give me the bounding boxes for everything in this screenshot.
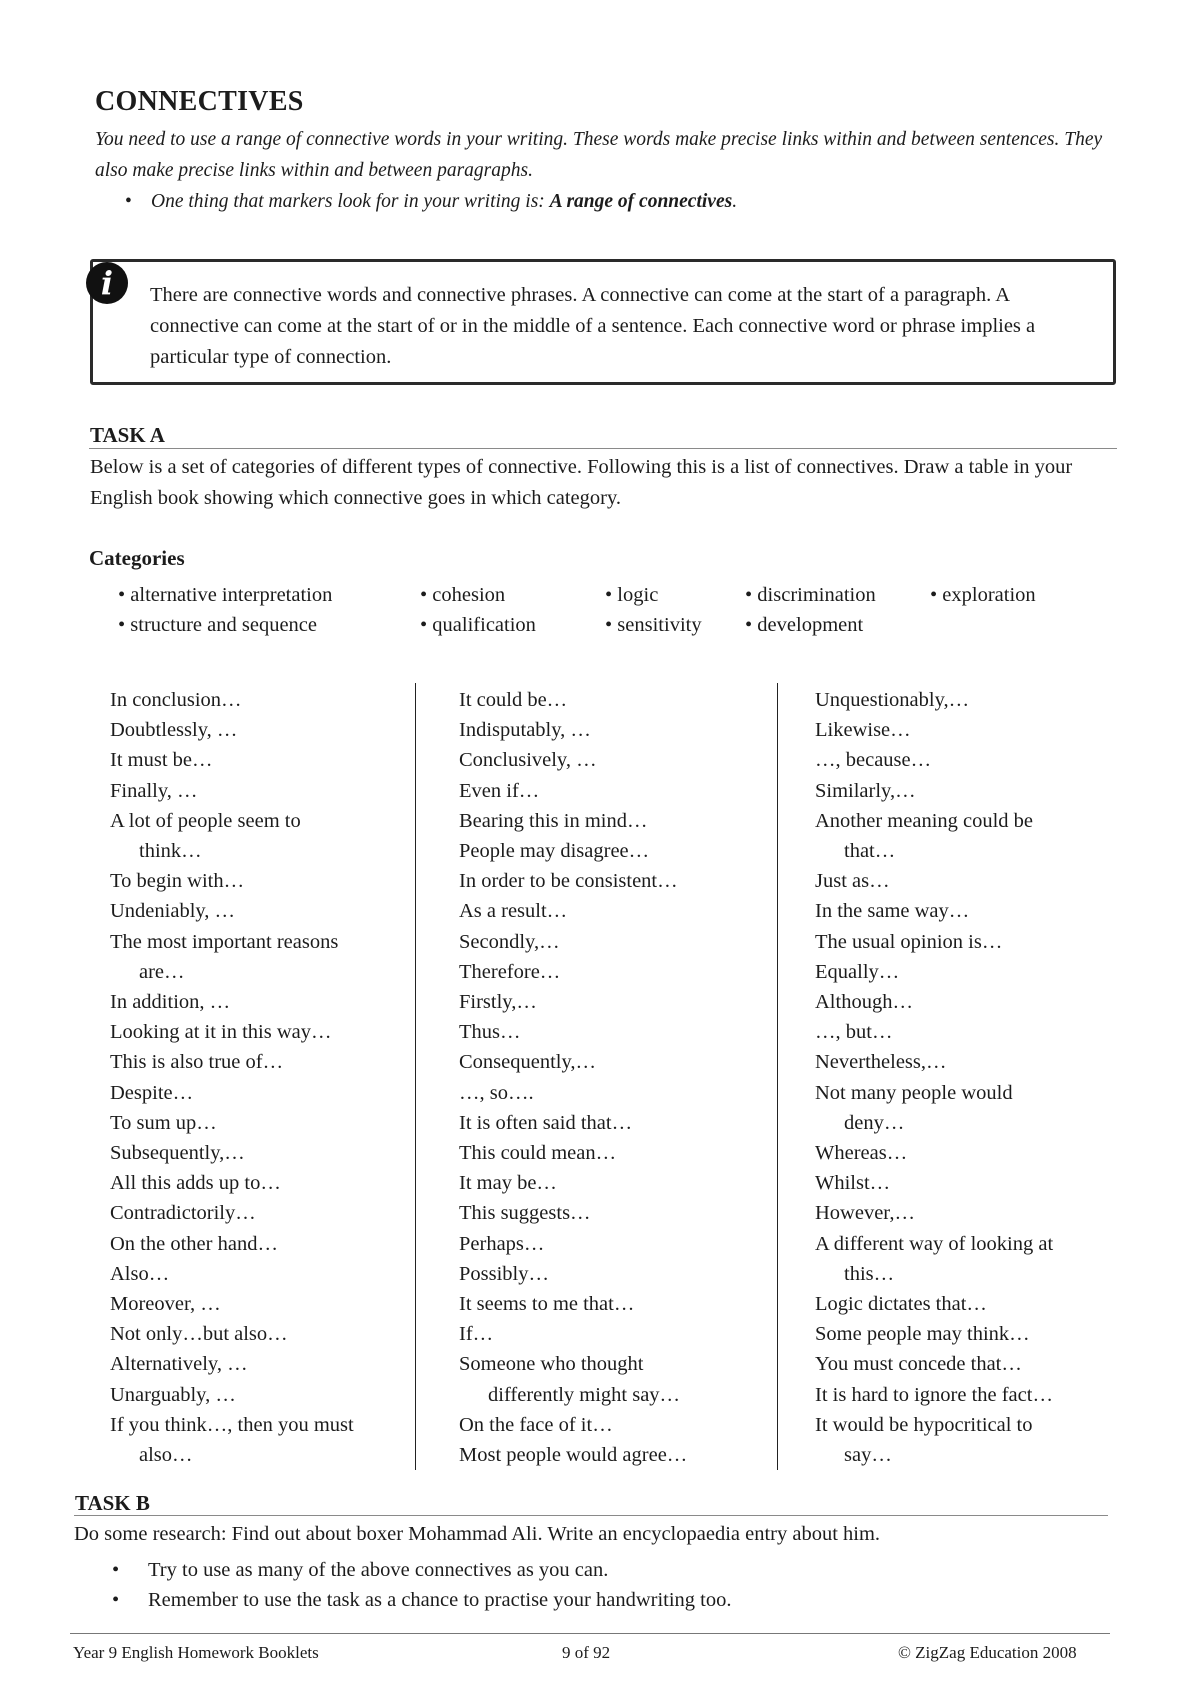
task-b-item-text: Try to use as many of the above connectives as you can. [148,1559,609,1581]
connective-item: that… [844,840,896,863]
connective-item: This could mean… [459,1142,617,1165]
connective-item: Just as… [815,870,890,893]
column-divider [415,683,416,1470]
connective-item: It may be… [459,1172,557,1195]
task-a-text: Below is a set of categories of different types of connective. Following this is a list of connectives. Draw a table in your English book showing which connective goes in which category. [90,456,1073,509]
connective-item: On the face of it… [459,1413,613,1436]
task-a-heading: TASK A [90,423,165,447]
connective-item: In the same way… [815,900,970,923]
connective-item: Possibly… [459,1262,549,1285]
category-item: • sensitivity [605,614,702,636]
connective-item: Firstly,… [459,991,537,1014]
connective-item: Bearing this in mind… [459,809,648,832]
connective-item: think… [139,840,202,863]
connectives-column-1 [110,685,354,1470]
footer-rule [70,1633,1110,1634]
task-b-text: Do some research: Find out about boxer Mohammad Ali. Write an encyclopaedia entry about him. [74,1523,881,1545]
connective-item: Doubtlessly, … [110,719,238,742]
connective-item: A lot of people seem to [110,809,301,832]
column-divider [777,683,778,1470]
connective-item: Even if… [459,779,540,802]
footer-copyright: © ZigZag Education 2008 [898,1643,1077,1662]
connective-item: Undeniably, … [110,900,236,923]
connective-item: Unarguably, … [110,1383,236,1406]
connective-item: To sum up… [110,1111,217,1134]
category-item: • alternative interpretation [118,584,333,606]
connective-item: Perhaps… [459,1232,545,1255]
connective-item: All this adds up to… [110,1172,281,1195]
connective-item: are… [139,960,185,983]
connective-item: Some people may think… [815,1323,1030,1346]
marker-prefix: One thing that markers look for in your writing is: [151,191,550,212]
connective-item: It seems to me that… [459,1293,635,1316]
category-item: • structure and sequence [118,614,317,636]
category-item: • exploration [930,584,1036,606]
connective-item: The most important reasons [110,930,339,953]
connective-item: Most people would agree… [459,1444,688,1467]
connective-item: However,… [815,1202,915,1225]
page-title: CONNECTIVES [95,86,304,117]
connective-item: Also… [110,1262,170,1285]
task-b-item-text: Remember to use the task as a chance to practise your handwriting too. [148,1589,732,1611]
connective-item: Consequently,… [459,1051,597,1074]
connective-item: It could be… [459,689,568,711]
bullet-icon: • [125,191,132,212]
connective-item: It must be… [110,749,213,772]
connective-item: this… [844,1262,895,1285]
connective-item: Secondly,… [459,930,560,953]
marker-emphasis: A range of connectives [549,191,733,212]
connective-item: A different way of looking at [815,1232,1054,1255]
connective-item: Whereas… [815,1142,908,1165]
connective-item: If you think…, then you must [110,1413,354,1436]
connective-item: This suggests… [459,1202,591,1225]
connective-item: differently might say… [488,1383,681,1406]
connective-item: also… [139,1444,193,1467]
connective-item: Alternatively, … [110,1353,248,1376]
bullet-icon: • [112,1589,120,1611]
connective-item: Not many people would [815,1081,1013,1104]
footer-left: Year 9 English Homework Booklets [73,1643,319,1662]
connective-item: Indisputably, … [459,719,591,742]
connective-item: Moreover, … [110,1293,221,1316]
category-item: • development [745,614,864,636]
connective-item: In order to be consistent… [459,870,678,893]
connective-item: It would be hypocritical to [815,1413,1033,1436]
category-item: • logic [605,584,659,606]
connective-item: The usual opinion is… [815,930,1003,953]
connective-item: As a result… [459,900,568,923]
category-item: • discrimination [745,584,876,606]
connective-item: Finally, … [110,779,198,802]
bullet-icon: • [112,1559,120,1581]
connective-item: Another meaning could be [815,809,1034,832]
connective-item: Subsequently,… [110,1142,245,1165]
task-b-rule [74,1515,1108,1516]
connective-item: deny… [844,1111,905,1134]
connective-item: Similarly,… [815,779,916,802]
connective-item: It is hard to ignore the fact… [815,1383,1053,1406]
connective-item: It is often said that… [459,1111,633,1134]
connective-item: say… [844,1444,892,1467]
connective-item: Looking at it in this way… [110,1021,332,1044]
connective-item: If… [459,1323,494,1346]
connective-item: Although… [815,991,913,1014]
connective-item: This is also true of… [110,1051,284,1074]
connective-item: …, but… [815,1021,893,1044]
connective-item: Whilst… [815,1172,891,1195]
connective-item: …, so…. [459,1081,534,1104]
connective-item: Logic dictates that… [815,1293,987,1316]
connective-item: In addition, … [110,991,231,1014]
page-number: 9 of 92 [562,1643,611,1662]
connective-item: People may disagree… [459,840,650,863]
category-item: • cohesion [420,584,506,606]
marker-suffix: . [732,191,738,212]
connective-item: Nevertheless,… [815,1051,947,1074]
connective-item: Despite… [110,1081,194,1104]
info-icon: i [86,262,128,304]
connective-item: …, because… [815,749,932,772]
connective-item: Someone who thought [459,1353,644,1376]
connective-item: Equally… [815,960,900,983]
connective-item: On the other hand… [110,1232,278,1255]
connectives-column-3 [815,685,1053,1470]
connective-item: Not only…but also… [110,1323,288,1346]
task-b-heading: TASK B [75,1491,150,1515]
info-text: There are connective words and connective phrases. A connective can come at the start of a paragraph. A connective can come at the start of or in the middle of a sentence. Each connective word or phrase implies a particular type of connection. [150,284,1036,368]
connective-item: Unquestionably,… [815,689,970,711]
connective-item: You must concede that… [815,1353,1022,1376]
connective-item: To begin with… [110,870,245,893]
connectives-column-2 [459,685,687,1470]
categories-heading: Categories [89,546,185,570]
connective-item: Contradictorily… [110,1202,256,1225]
task-a-rule [89,448,1117,449]
connective-item: In conclusion… [110,689,242,711]
connective-item: Likewise… [815,719,911,742]
connective-item: Therefore… [459,960,561,983]
intro-text: You need to use a range of connective words in your writing. These words make precise links within and between sentences. They also make precise links within and between paragraphs. [95,129,1103,181]
connective-item: Conclusively, … [459,749,597,772]
category-item: • qualification [420,614,536,636]
connective-item: Thus… [459,1021,521,1044]
